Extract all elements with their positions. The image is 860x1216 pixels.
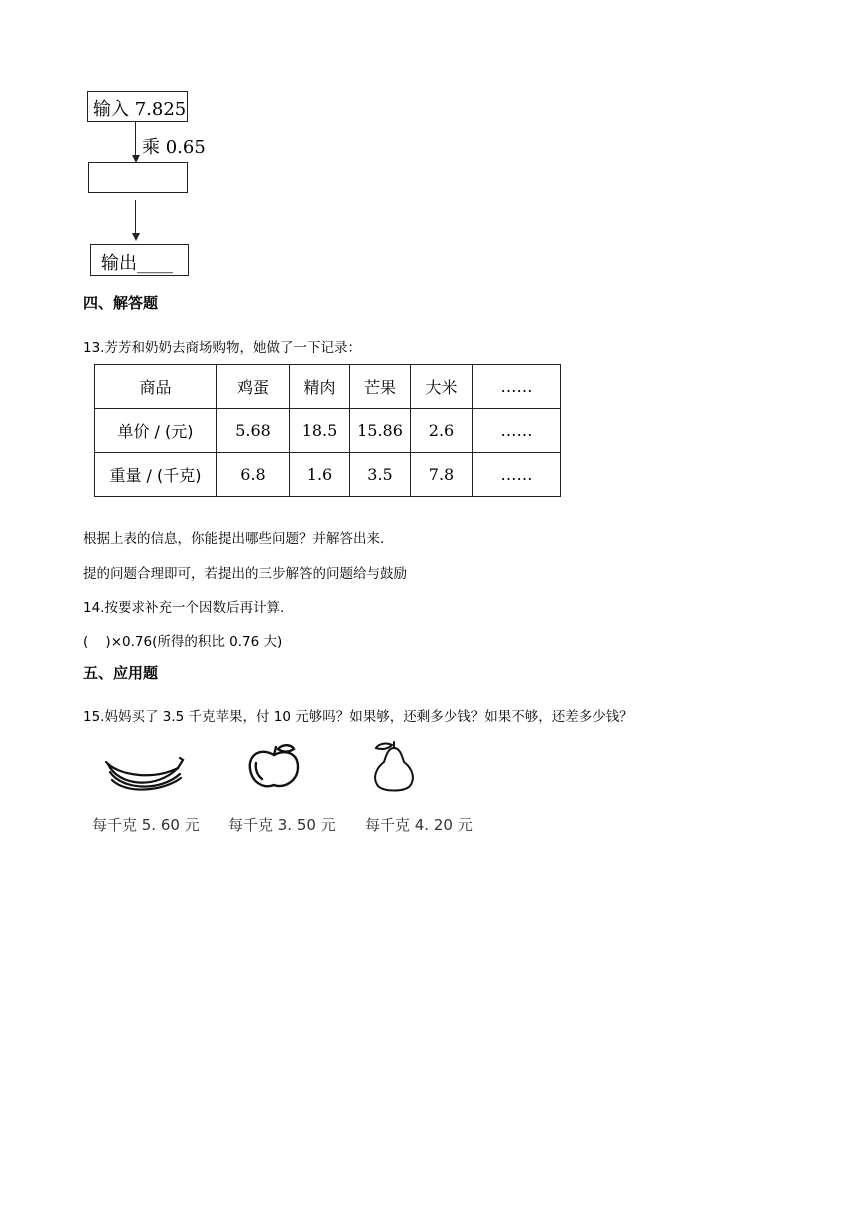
- table-cell: 18.5: [290, 409, 350, 453]
- shopping-record-table: [94, 364, 561, 497]
- banana-icon: [104, 750, 186, 792]
- flowchart-output-box: [90, 244, 189, 276]
- table-cell: 单价 / (元): [95, 409, 217, 453]
- flowchart-input-box: [87, 91, 188, 122]
- table-cell: 7.8: [411, 453, 473, 497]
- table-row-weight: [95, 453, 561, 497]
- table-cell: 芒果: [350, 365, 411, 409]
- question-13-text: 13.芳芳和奶奶去商场购物，她做了一下记录：: [83, 340, 361, 356]
- table-cell: 大米: [411, 365, 473, 409]
- banana-price-label: 每千克 5. 60 元: [92, 816, 200, 834]
- section-four-heading: 四、解答题: [83, 294, 159, 312]
- table-cell: ……: [473, 365, 561, 409]
- table-cell: 重量 / (千克): [95, 453, 217, 497]
- table-cell: 3.5: [350, 453, 411, 497]
- question-15-text: 15.妈妈买了 3.5 千克苹果，付 10 元够吗？如果够，还剩多少钱？如果不够，还差多少钱？: [83, 709, 633, 725]
- apple-price-label: 每千克 3. 50 元: [228, 816, 336, 834]
- flowchart-arrow-1: [135, 122, 136, 158]
- apple-icon: [246, 743, 302, 789]
- question-14-expression: ( )×0.76(所得的积比 0.76 大): [83, 634, 283, 650]
- flowchart-output-label: 输出____: [101, 253, 173, 274]
- pear-icon: [368, 740, 420, 792]
- flowchart-input-label: 输入 7.825: [93, 99, 187, 120]
- question-14-text: 14.按要求补充一个因数后再计算.: [83, 600, 285, 616]
- table-cell: 商品: [95, 365, 217, 409]
- table-cell: 精肉: [290, 365, 350, 409]
- question-13-prompt: 根据上表的信息，你能提出哪些问题？并解答出来.: [83, 531, 385, 547]
- flowchart-arrowhead-2: [132, 233, 140, 241]
- flowchart-multiply-label: 乘 0.65: [142, 137, 206, 158]
- table-cell: 6.8: [217, 453, 290, 497]
- table-row-price: [95, 409, 561, 453]
- table-cell: 2.6: [411, 409, 473, 453]
- table-cell: 鸡蛋: [217, 365, 290, 409]
- table-cell: 1.6: [290, 453, 350, 497]
- flowchart-middle-box: [88, 162, 188, 193]
- table-cell: 5.68: [217, 409, 290, 453]
- section-five-heading: 五、应用题: [83, 664, 159, 682]
- table-cell: 15.86: [350, 409, 411, 453]
- table-cell: ……: [473, 409, 561, 453]
- flowchart-arrow-2: [135, 200, 136, 236]
- table-cell: ……: [473, 453, 561, 497]
- question-13-note: 提的问题合理即可，若提出的三步解答的问题给与鼓励: [83, 566, 407, 582]
- pear-price-label: 每千克 4. 20 元: [365, 816, 473, 834]
- table-row-header: [95, 365, 561, 409]
